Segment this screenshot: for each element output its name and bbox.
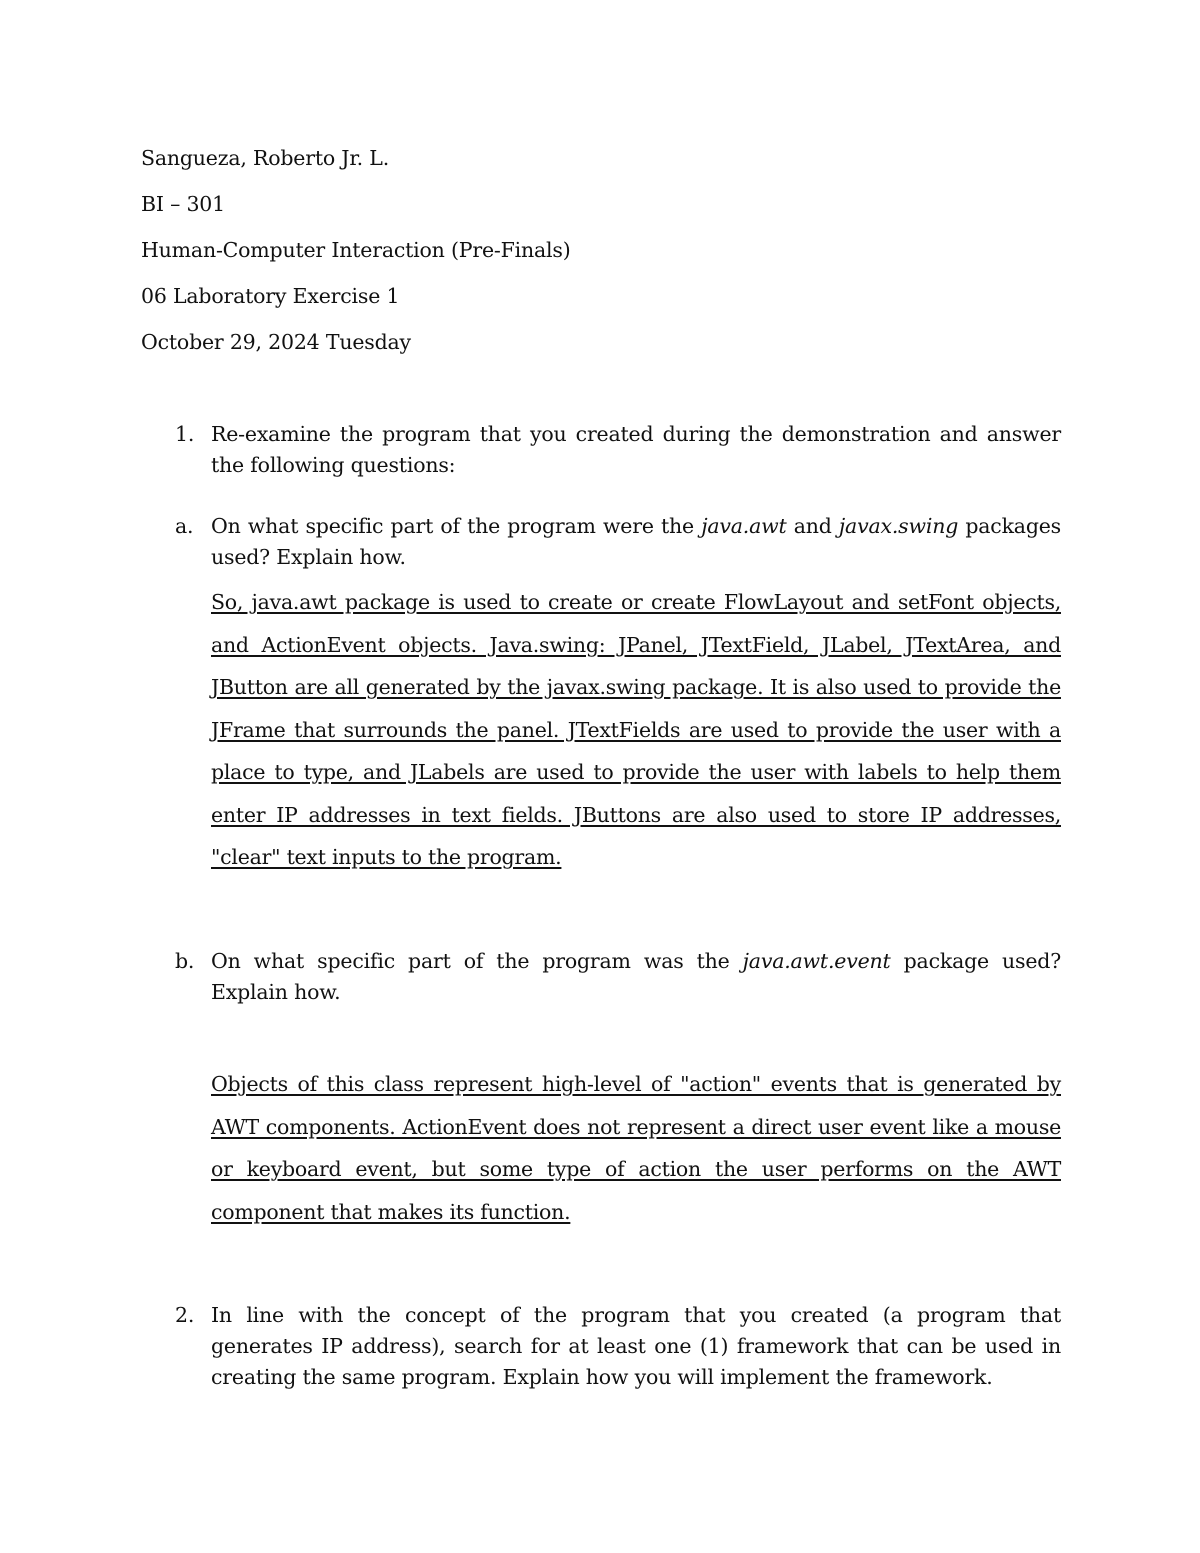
question-1-text: Re-examine the program that you created during the demonstration and answer the following questions: bbox=[211, 422, 1061, 477]
section-code: BI – 301 bbox=[141, 192, 225, 216]
question-b-text bbox=[211, 946, 1061, 1008]
answer-a: So, java.awt package is used to create or create FlowLayout and setFont objects, and ActionEvent objects. Java.swing: JPanel, JTextField, JLabel, JTextArea, and JButton are all generated by the javax.swing package. It is also used to provide the JFrame that surrounds the panel. JTextFields are used to provide the user with a place to type, and JLabels are used to provide the user with labels to help them enter IP addresses in text fields. JButtons are also used to store IP addresses, "clear" text inputs to the program. bbox=[211, 590, 1061, 869]
question-2-text: In line with the concept of the program that you created (a program that generates IP address), search for at least one (1) framework that can be used in creating the same program. Explain how you will implement the framework. bbox=[211, 1303, 1061, 1389]
question-2-marker: 2. bbox=[175, 1303, 195, 1327]
question-b-text-part1: On what specific part of the program was the bbox=[211, 949, 743, 973]
question-b-text-part2: package used? Explain how. bbox=[211, 949, 1061, 1004]
exercise-title: 06 Laboratory Exercise 1 bbox=[141, 284, 400, 308]
course-title: Human-Computer Interaction (Pre-Finals) bbox=[141, 238, 571, 262]
question-a-marker: a. bbox=[175, 514, 194, 538]
question-1-marker: 1. bbox=[175, 422, 195, 446]
submission-date: October 29, 2024 Tuesday bbox=[141, 330, 411, 354]
question-a-text-part3: packages used? Explain how. bbox=[211, 514, 1061, 569]
question-b-package-event: java.awt.event bbox=[742, 949, 891, 973]
question-a-text-part2: and bbox=[786, 514, 839, 538]
question-a-text bbox=[211, 511, 1061, 573]
question-b-marker: b. bbox=[175, 949, 195, 973]
question-a-package-awt: java.awt bbox=[701, 514, 787, 538]
answer-b: Objects of this class represent high-level of "action" events that is generated by AWT components. ActionEvent does not represent a direct user event like a mouse or keyboard event, but some type of action the user performs on the AWT component that makes its function. bbox=[211, 1072, 1061, 1224]
student-name: Sangueza, Roberto Jr. L. bbox=[141, 146, 390, 170]
question-a-package-swing: javax.swing bbox=[838, 514, 959, 538]
question-a-text-part1: On what specific part of the program were the bbox=[211, 514, 702, 538]
